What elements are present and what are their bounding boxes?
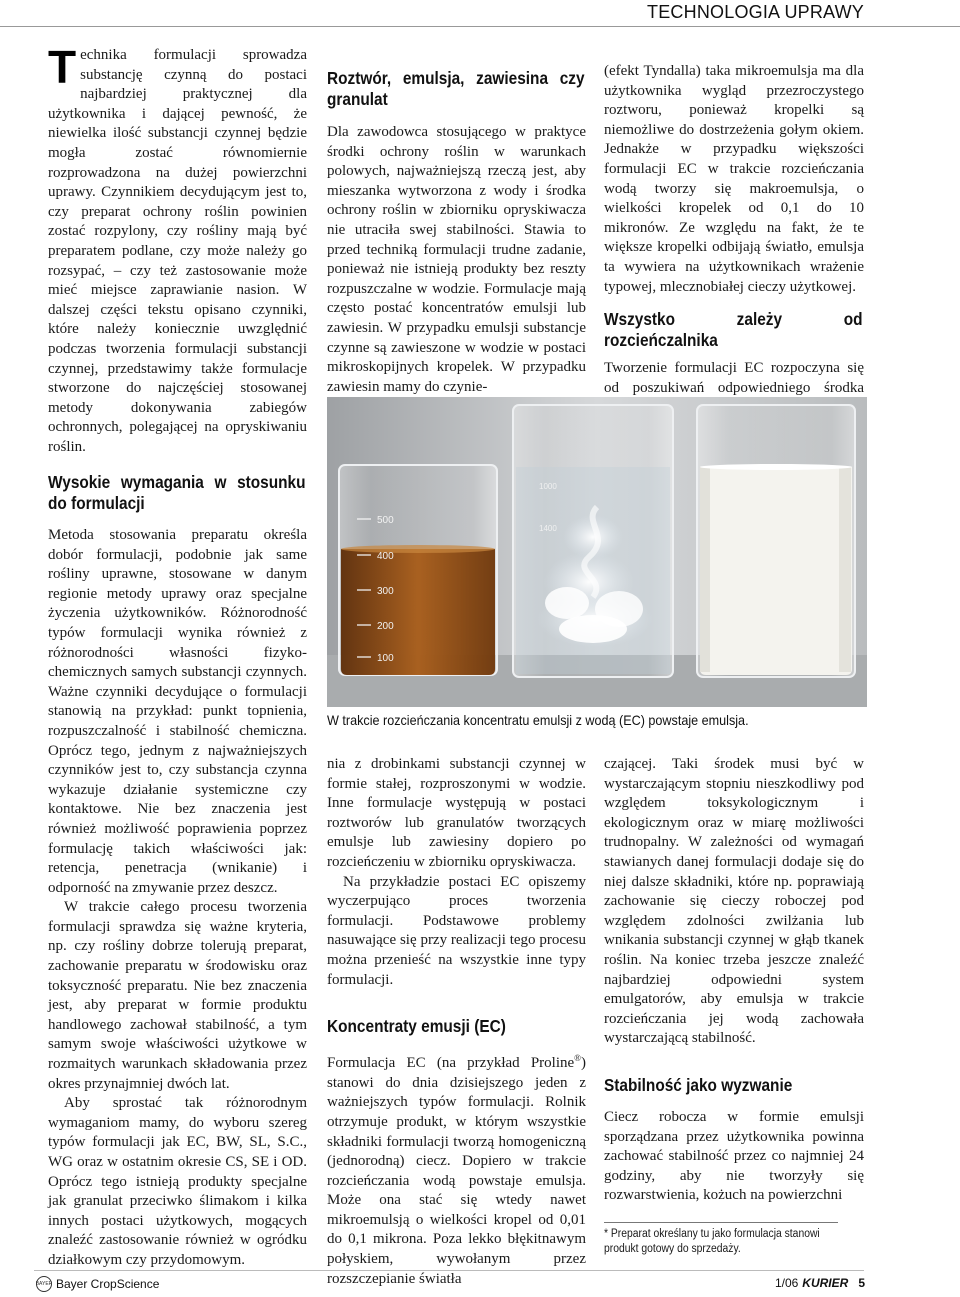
- issue-number: 1/06: [774, 1276, 799, 1290]
- intro-paragraph: [48, 41, 307, 457]
- page-number: 5: [858, 1276, 865, 1290]
- column-3-top: [604, 62, 864, 418]
- paragraph: (efekt Tyndalla) taka mikroemulsja ma dla użytkownika wygląd przezroczystego roztworu, ponieważ kropelki są niemożliwe do dostrzeżenia gołym okiem. Jednakże w przypadku większości formulacji EC w trakcie rozcieńczania wodą tworzy się makroemulsja, o wielkości kropelek od 0,1 do 10 mikronów. Ze względu na fakt, że te większe kropelki odbijają światło, emulsja ta wywiera na użytkownikach wrażenie typowej, mlecznobiałej cieczy użytkowej.: [604, 63, 864, 295]
- section-heading-diluent: Wszystko zależy od rozcieńczalnika: [604, 309, 863, 351]
- beaker-scale-mark: 500: [377, 515, 394, 526]
- paragraph: Dla zawodowca stosującego w praktyce środki ochrony roślin w warunkach polowych, najważniejszą rzeczą jest, aby mieszanka wytworzona z wody i środka ochrony roślin w zbiorniku opryskiwacza nie utraciła swej stabilności. Stawia to przed techniką formulacji trudne zadanie, ponieważ nie istnieją produkty bez reszty rozpuszczalne w wodzie. Formulacje mają często postać koncentratów emulsji lub zawiesin. W przypadku emulsji substancje czynne są zawieszone w wodzie w postaci mikroskopijnych kropelek. W przypadku zawiesin mamy do czynie-: [327, 124, 586, 395]
- footer-divider: [34, 1270, 864, 1271]
- beaker-scale-mark: 100: [377, 653, 394, 664]
- beaker-milky-emulsion: [697, 405, 855, 677]
- paragraph: czającej. Taki środek musi być w wystarczającym stopniu nieszkodliwy pod względem toksykologicznym i ekologicznym oraz w miarę możliwości trudnopalny. W zależności od wymagań stawianych danej formulacji dodaje się do niej dalsze składniki, które np. poprawiają zachowanie się cieczy roboczej pod względem zdolności zwilżania lub wnikania substancji czynnej w głąb tkanek roślin. Na koniec trzeba jeszcze znaleźć najbardziej odpowiedni system emulgatorów, aby emulsja w trakcie rozcieńczania jej wodą zachowała wystarczającą stabilność.: [604, 756, 864, 1047]
- beaker-scale-mark: 1000: [539, 482, 557, 491]
- figure-caption: W trakcie rozcieńczania koncentratu emulsji z wodą (EC) powstaje emulsja.: [327, 712, 749, 728]
- section-heading-requirements: Wysokie wymagania w stosunku do formulacji: [48, 472, 306, 513]
- section-heading-ec: Koncentraty emusji (EC): [327, 1016, 506, 1037]
- page-header: [0, 0, 960, 27]
- column-1-intro: [48, 41, 307, 457]
- bayer-cross-logo-icon: BAYER: [36, 1276, 52, 1292]
- text-run: Formulacja EC (na przykład Proline: [327, 1055, 575, 1072]
- paragraph: Aby sprostać tak różnorodnym wymaganiom mamy, do wyboru szereg typów formulacji jak EC, BW, SL, S.C., WG oraz w ostatnim okresie CS, SE i OD. Oprócz tego istnieją produkty specjalne jak granulat przeciwko ślimakom i kilka innych postaci użytkowych, mogących znaleźć zastosowanie również w ogródku działkowym czy przydomowym.: [48, 1095, 307, 1268]
- paragraph: nia z drobinkami substancji czynnej w formie stałej, rozproszonymi w wodzie. Inne formulacje występują w postaci roztworów lub granulatów tworzących emulsje lub zawiesiny dopiero po rozcieńczeniu w zbiorniku opryskiwacza.: [327, 756, 586, 870]
- paragraph: Tworzenie formulacji EC rozpoczyna się od poszukiwań odpowiedniego środka: [604, 360, 864, 396]
- section-title: TECHNOLOGIA UPRAWY: [647, 2, 864, 22]
- beaker-scale-mark: 400: [377, 551, 394, 562]
- paragraph: Na przykładzie postaci EC opiszemy wyczerpująco proces tworzenia formulacji. Podstawowe problemy nasuwające się przy realizacji tego procesu można przenieść na wszystkie inne typy formulacji.: [327, 873, 586, 988]
- column-2-top: [327, 68, 586, 397]
- brand-name: Bayer CropScience: [56, 1277, 160, 1291]
- beaker-scale-mark: 300: [377, 586, 394, 597]
- footnote: * Preparat określany tu jako formulacja stanowi produkt gotowy do sprzedaży.: [604, 1222, 838, 1257]
- beakers-photo: [327, 397, 867, 707]
- text-run: ) stanowi do dnia dzisiejszego jeden z ważniejszych typów formulacji. Rolnik otrzymuje produkt, w którym wszystkie składniki formulacji tworzą homogeniczną (jednorodną) ciecz. Dopiero w trakcie rozcieńczania wodą powstaje emulsja. Może ona stać się wtedy nawet mikroemulsją o wielkości kropel od 0,01 do 0,1 mikrona. Poza lekko błękitnawym połyskiem, wywołanym przez rozszczepianie światła: [327, 1055, 586, 1287]
- column-1-main: [48, 472, 307, 1271]
- magazine-name: KURIER: [802, 1276, 849, 1290]
- drop-cap: T: [48, 41, 77, 93]
- beaker-scale-mark: 200: [377, 621, 394, 632]
- paragraph: Ciecz robocza w formie emulsji sporządzana przez użytkownika powinna zachować stabilność przez co najmniej 24 godziny, aby nie tworzyły się rozwarstwienia, kożuch na powierzchni: [604, 1108, 864, 1204]
- beaker-dispersing: [513, 405, 673, 677]
- intro-text: echnika formulacji sprowadza substancję czynną do postaci najbardziej praktycznej dla użytkownika i dającej pewność, że niewielka ilość substancji czynnej będzie mogła zostać równomiernie rozprowadzona na dużej powierzchni uprawy. Czynnikiem decydującym jest to, czy preparat ochrony roślin powinien zostać rozpylony, czy rośliny mają być preparatem podlane, czy może należy go rozsypać, – czy też zastosowanie może mieć miejsce zaprawianie nasion. W dalszej części tekstu opisano czynniki, które należy koniecznie uwzględnić podczas tworzenia formulacji substancji czynnej, przedstawimy także formulacje stworzone do najczęściej stosowanej metody dokonywania zabiegów ochronnych, polegającej na opryskiwaniu roślin.: [48, 47, 307, 455]
- section-heading-stability: Stabilność jako wyzwanie: [604, 1074, 793, 1095]
- paragraph: W trakcie całego procesu tworzenia formulacji sprawdza się ważne kryteria, np. czy rośliny dobrze tolerują preparat, zachowanie preparatu w środowisku oraz toksyczność preparatu. Nie bez znaczenia jest, aby preparat w formie produktu handlowego zachował stabilność, a tym samym swoje właściwości użytkowe w rozmaitych warunkach składowania przez okres przynajmniej dwóch lat.: [48, 899, 307, 1092]
- column-2-bottom: [327, 755, 586, 1289]
- footer-brand: [36, 1276, 159, 1292]
- beaker-amber: [339, 465, 497, 675]
- beakers-illustration: [327, 397, 867, 707]
- paragraph: [327, 1049, 586, 1289]
- registered-mark: ®: [574, 1053, 581, 1064]
- section-heading-solution: Roztwór, emulsja, zawiesina czy granulat: [327, 68, 585, 109]
- footer-page-info: [775, 1276, 865, 1290]
- paragraph: Metoda stosowania preparatu określa dobór formulacji, podobnie jak same rośliny uprawne, stosowane w danym regionie metody uprawy oraz specjalne życzenia użytkowników. Różnorodność typów formulacji wynika również z różnorodności własności fizyko-chemicznych samych substancji czynnych. Ważne czynniki decydujące o formulacji stanowią na przykład: punkt topnienia, rozpuszczalność i stabilność chemiczna. Oprócz tego, jednym z najważniejszych czynników jest to, czy substancja czynna wykazuje działanie systemiczne czy kontaktowe. Nie bez znaczenia jest również możliwość poprawienia poprzez formulację takich właściwości jak: retencja, penetracja (wnikanie) i odporność na zmywanie przez deszcz.: [48, 527, 307, 896]
- column-3-bottom: [604, 755, 864, 1206]
- beaker-scale-mark: 1400: [539, 524, 557, 533]
